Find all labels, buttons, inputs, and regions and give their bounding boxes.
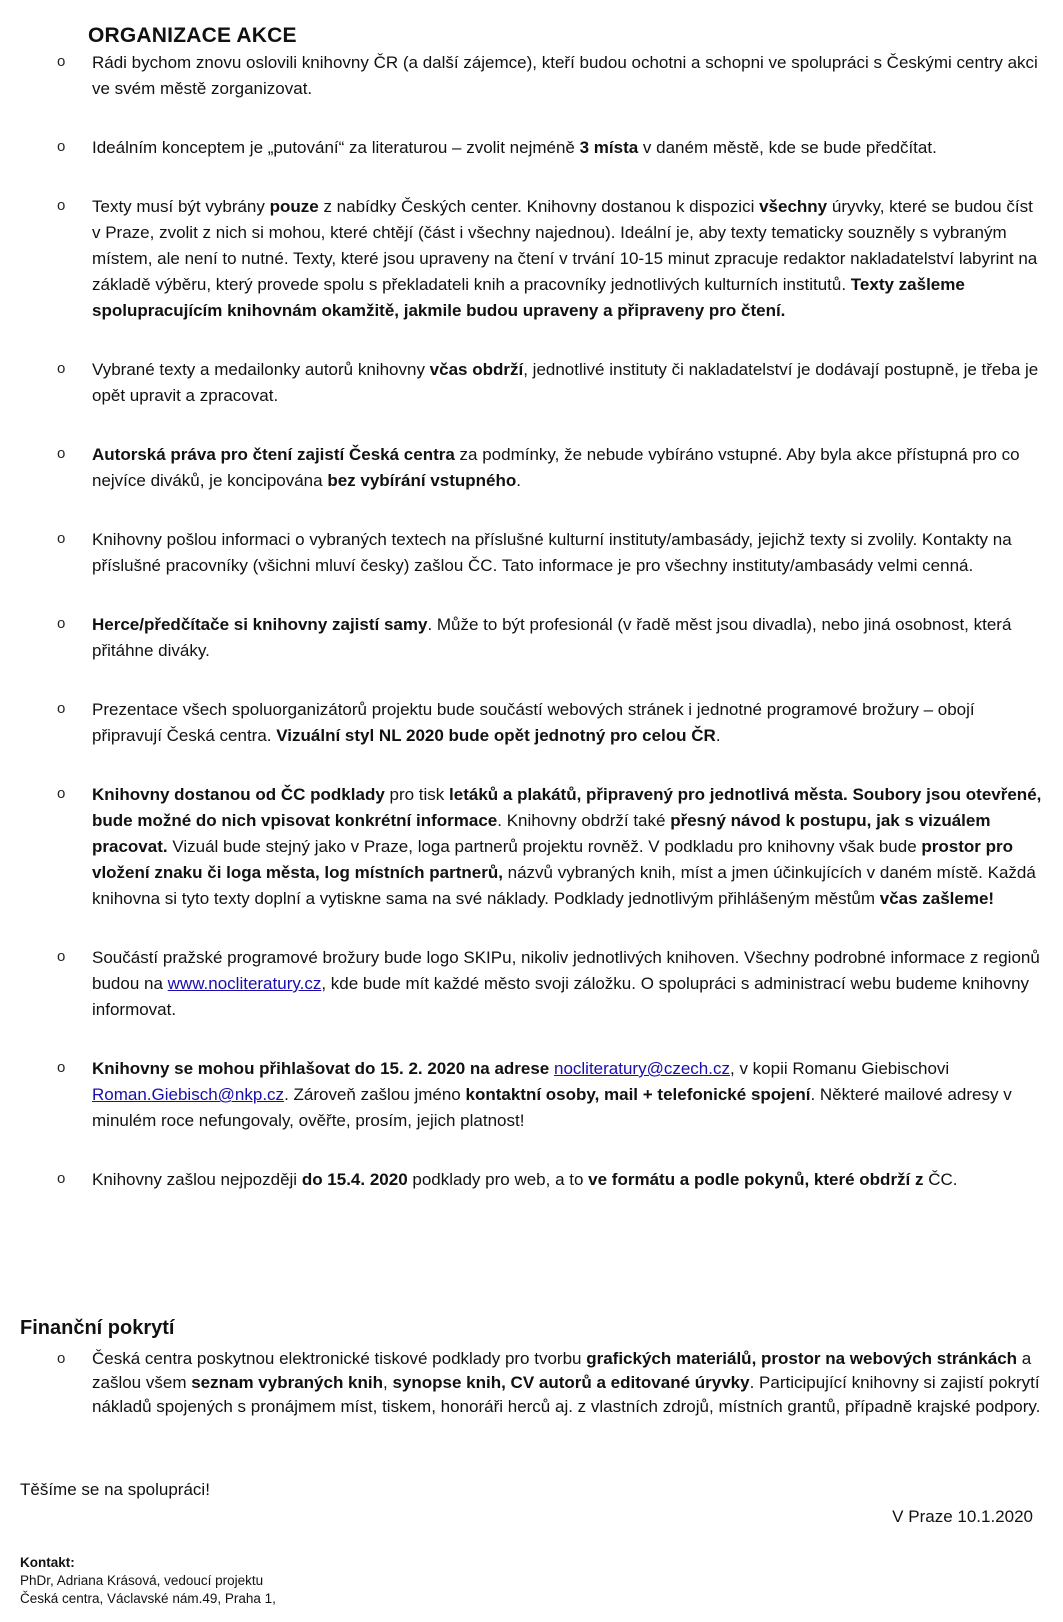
section-title-financni: Finanční pokrytí [20,1317,175,1339]
bullet-marker: o [57,445,66,462]
list-item [0,697,1063,749]
bullet-marker: o [57,1170,66,1187]
contact-line-address: Česká centra, Václavské nám.49, Praha 1, [20,1591,276,1606]
list-item-text [92,945,1042,1023]
bold-text: všechny [759,197,828,216]
text-run: , kde bude mít každé město svoji záložku. O spolupráci s administrací webu budeme knihovny informovat. [92,974,1030,1019]
bold-text: Vizuální styl NL 2020 bude opět jednotný pro celou ČR [276,726,716,745]
text-run: z nabídky Českých center. Knihovny dostanou k dispozici [318,197,760,216]
text-run: . [516,471,521,490]
bold-text: prostor pro vložení znaku či loga města, log místních partnerů, [92,837,1014,882]
bold-text: včas obdrží [429,360,524,379]
list-item-text [92,442,1042,494]
list-item-text [92,1056,1042,1134]
text-run: ČC. [923,1170,958,1189]
bold-text: ve formátu a podle pokynů, které obdrží z [588,1170,924,1189]
bullet-marker: o [57,1059,66,1076]
contact-block [20,1554,276,1608]
list-item-text [92,135,1042,161]
text-run: Součástí pražské programové brožury bude logo SKIPu, nikoliv jednotlivých knihoven. Všechny podrobné informace z regionů budou na [92,948,1040,993]
bold-text: Autorská práva pro čtení zajistí Česká centra [92,445,455,464]
bold-text: seznam vybraných knih [191,1373,384,1392]
text-run: Vizuál bude stejný jako v Praze, loga partnerů projektu rovněž. V podkladu pro knihovny však bude [167,837,922,856]
closing-text: Těšíme se na spolupráci! [20,1480,210,1499]
text-run: a zašlou všem [92,1349,1032,1392]
bold-text: včas zašleme! [879,889,995,908]
text-run: úryvky, které se budou číst v Praze, zvolit z nich si mohou, které chtějí (část i všechny najednou). Ideální je, aby texty tematicky souzněly s vybraným místem, ale není to nutné. Texty, které jsou upraveny na čtení v trvání 10-15 minut zpracuje redaktor nakladatelství labyrint na základě výběru, který provede spolu s překladateli knih a pracovníky jednotlivých kulturních institutů. [92,197,1038,294]
text-run: Česká centra poskytnou elektronické tiskové podklady pro tvorbu [92,1349,587,1368]
bold-text: letáků a plakátů, připravený pro jednotlivá města. Soubory jsou otevřené, bude možné do nich vpisovat konkrétní informace [92,785,1042,830]
text-link[interactable]: nocliteratury@czech.cz [554,1059,730,1078]
contact-line-name: PhDr, Adriana Krásová, vedoucí projektu [20,1573,264,1588]
list-item [0,1056,1063,1134]
text-run: . [715,726,721,745]
bullet-marker: o [57,138,66,155]
bold-text: grafických materiálů, prostor na webových stránkách [586,1349,1018,1368]
text-run: Vybrané texty a medailonky autorů knihovny [92,360,430,379]
list-item [0,945,1063,1023]
text-run: , [383,1373,393,1392]
list-item-text [92,782,1042,912]
bold-text: Knihovny dostanou od ČC podklady [92,785,385,804]
list-item [0,527,1063,579]
bullet-marker: o [57,1350,66,1367]
list-item [0,782,1063,912]
list-item [0,442,1063,494]
list-item-text [92,1347,1042,1419]
bold-text: kontaktní osoby, mail + telefonické spojení [465,1085,811,1104]
text-run: v daném městě, kde se bude předčítat. [638,138,937,157]
bullet-marker: o [57,53,66,70]
list-item-text [92,1167,1042,1193]
list-item-text [92,612,1042,664]
bold-text: Texty zašleme spolupracujícím knihovnám okamžitě, jakmile budou upraveny a připraveny pro čtení. [92,275,965,320]
text-run: . Knihovny obdrží také [497,811,671,830]
bullet-marker: o [57,530,66,547]
bold-text: pouze [269,197,319,216]
text-run: Ideálním konceptem je „putování“ za literaturou – zvolit nejméně [92,138,580,157]
bullet-marker: o [57,360,66,377]
list-item [0,357,1063,409]
list-item-text [92,50,1042,102]
bold-text: přesný návod k postupu, jak s vizuálem pracovat. [92,811,991,856]
list-item-text [92,697,1042,749]
text-run: Knihovny zašlou nejpozději [92,1170,302,1189]
bold-text: synopse knih, CV autorů a editované úryvky [392,1373,750,1392]
text-run: za podmínky, že nebude vybíráno vstupné. Aby byla akce přístupná pro co nejvíce diváků, je koncipována [92,445,1020,490]
list-item [0,1167,1063,1193]
bold-text: Knihovny se mohou přihlašovat do 15. 2. 2020 na adrese [92,1059,554,1078]
text-run: , v kopii Romanu Giebischovi [730,1059,950,1078]
list-item [0,1347,1063,1419]
bullet-marker: o [57,700,66,717]
bold-text: do 15.4. 2020 [301,1170,408,1189]
text-run: Texty musí být vybrány [92,197,270,216]
text-run: . Některé mailové adresy v minulém roce nefungovaly, ověřte, prosím, jejich platnost! [92,1085,1012,1130]
text-link[interactable]: www.nocliteratury.cz [167,974,322,993]
bullet-marker: o [57,197,66,214]
text-run: pro tisk [384,785,450,804]
bullet-marker: o [57,785,66,802]
section-title-organizace: ORGANIZACE AKCE [88,24,297,47]
list-item-text [92,194,1042,324]
organizace-list [0,50,1063,1226]
text-run: Rádi bychom znovu oslovili knihovny ČR (a další zájemce), kteří budou ochotni a schopni ve spolupráci s Českými centry akci ve svém městě zorganizovat. [92,53,1038,98]
date-text: V Praze 10.1.2020 [892,1507,1033,1526]
list-item [0,194,1063,324]
contact-label: Kontakt: [20,1555,75,1570]
text-run: . Zároveň zašlou jméno [284,1085,466,1104]
list-item [0,612,1063,664]
bold-text: bez vybírání vstupného [327,471,517,490]
text-run: . Participující knihovny si zajistí pokrytí nákladů spojených s pronájmem míst, tiskem, honoráři herců aj. z vlastních zdrojů, místních grantů, případně krajské podpory. [92,1373,1041,1416]
text-run: Prezentace všech spoluorganizátorů projektu bude součástí webových stránek i jednotné programové brožury – obojí připravují Česká centra. [92,700,975,745]
bullet-marker: o [57,615,66,632]
list-item-text [92,527,1042,579]
bold-text: Herce/předčítače si knihovny zajistí samy [92,615,428,634]
text-link[interactable]: Roman.Giebisch@nkp.cz [92,1085,285,1104]
text-run: . Může to být profesionál (v řadě měst jsou divadla), nebo jiná osobnost, která přitáhne diváky. [92,615,1012,660]
text-run: názvů vybraných knih, míst a jmen účinkujících v daném místě. Každá knihovna si tyto texty doplní a vytiskne sama na své náklady. Podklady jednotlivým přihlášeným městům [92,863,1036,908]
text-run: podklady pro web, a to [407,1170,589,1189]
text-run: Knihovny pošlou informaci o vybraných textech na příslušné kulturní instituty/ambasády, jejichž texty si zvolily. Kontakty na příslušné pracovníky (všichni mluví česky) zašlou ČC. Tato informace je pro všechny instituty/ambasády velmi cenná. [92,530,1012,575]
list-item [0,50,1063,102]
list-item-text [92,357,1042,409]
text-run: , jednotlivé instituty či nakladatelství je dodávají postupně, je třeba je opět upravit a zpracovat. [92,360,1039,405]
list-item [0,135,1063,161]
financni-list [0,1347,1063,1452]
bullet-marker: o [57,948,66,965]
bold-text: 3 místa [579,138,639,157]
